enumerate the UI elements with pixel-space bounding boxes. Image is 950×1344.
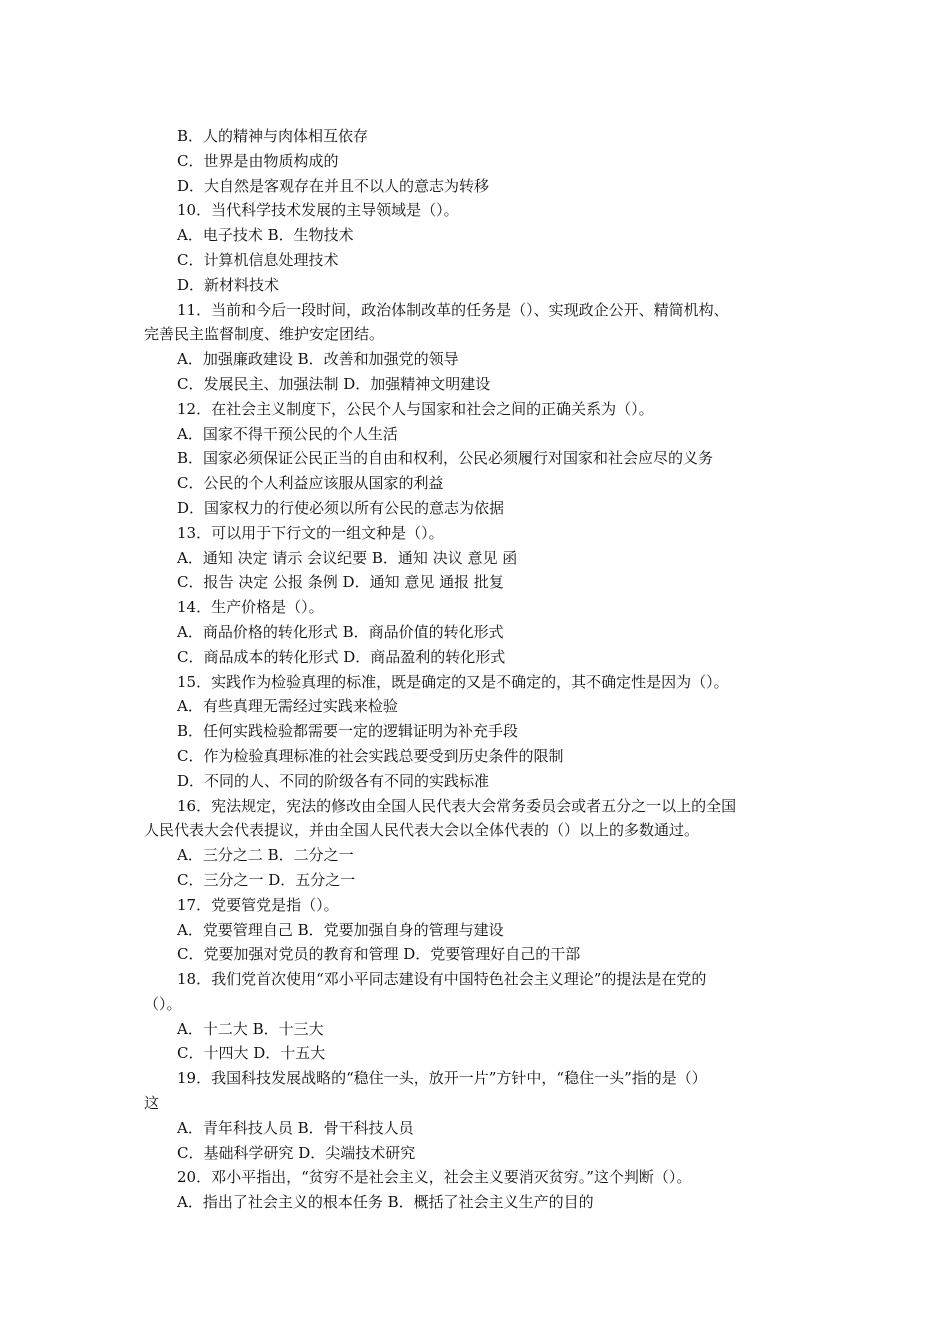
text-line: 15．实践作为检验真理的标准，既是确定的又是不确定的，其不确定性是因为（）。 — [177, 672, 729, 691]
text-line: 11．当前和今后一段时间，政治体制改革的任务是（）、实现政企公开、精简机构、 — [177, 300, 729, 319]
text-line: C．计算机信息处理技术 — [177, 250, 339, 269]
text-line: 19．我国科技发展战略的“稳住一头，放开一片”方针中，“稳住一头”指的是（） — [177, 1069, 707, 1088]
text-line: C．发展民主、加强法制 D．加强精神文明建设 — [177, 374, 491, 393]
text-line: D．不同的人、不同的阶级各有不同的实践标准 — [177, 771, 490, 790]
text-line: A．加强廉政建设 B．改善和加强党的领导 — [177, 350, 459, 369]
text-line: C．作为检验真理标准的社会实践总要受到历史条件的限制 — [177, 746, 564, 765]
text-line: 17．党要管党是指（）。 — [177, 895, 339, 914]
text-line: 18．我们党首次使用“邓小平同志建设有中国特色社会主义理论”的提法是在党的 — [177, 970, 707, 989]
text-line: D．大自然是客观存在并且不以人的意志为转移 — [177, 176, 490, 195]
text-line: 人民代表大会代表提议，并由全国人民代表大会以全体代表的（）以上的多数通过。 — [144, 821, 700, 840]
text-line: 10．当代科学技术发展的主导领域是（）。 — [177, 201, 459, 220]
text-line: 13．可以用于下行文的一组文种是（）。 — [177, 523, 444, 542]
text-line: A．十二大 B．十三大 — [177, 1019, 324, 1038]
text-line: B．人的精神与肉体相互依存 — [177, 127, 369, 145]
text-line: A．电子技术 B．生物技术 — [177, 226, 354, 245]
text-line: 20．邓小平指出，“贫穷不是社会主义，社会主义要消灭贫穷。”这个判断（）。 — [177, 1168, 692, 1187]
text-line: B．国家必须保证公民正当的自由和权利，公民必须履行对国家和社会应尽的义务 — [177, 449, 714, 468]
text-line: 14．生产价格是（）。 — [177, 598, 324, 617]
text-line: A．三分之二 B．二分之一 — [177, 846, 354, 865]
text-line: 12．在社会主义制度下，公民个人与国家和社会之间的正确关系为（）。 — [177, 399, 654, 418]
text-line: D．国家权力的行使必须以所有公民的意志为依据 — [177, 498, 505, 517]
text-line: 这 — [144, 1094, 160, 1113]
text-line: D．新材料技术 — [177, 275, 280, 294]
text-line: A．商品价格的转化形式 B．商品价值的转化形式 — [177, 622, 504, 641]
text-line: C．公民的个人利益应该服从国家的利益 — [177, 474, 444, 493]
text-line: A．青年科技人员 B．骨干科技人员 — [177, 1118, 414, 1137]
text-line: C．基础科学研究 D．尖端技术研究 — [177, 1143, 416, 1162]
text-line: C．党要加强对党员的教育和管理 D．党要管理好自己的干部 — [177, 945, 581, 964]
text-line: C．报告 决定 公报 条例 D．通知 意见 通报 批复 — [177, 573, 504, 592]
text-line: A．国家不得干预公民的个人生活 — [177, 424, 398, 443]
document-body — [144, 124, 808, 1215]
text-line: C．十四大 D．十五大 — [177, 1044, 326, 1063]
text-line: （）。 — [144, 994, 182, 1013]
text-line: B．任何实践检验都需要一定的逻辑证明为补充手段 — [177, 722, 519, 741]
text-line: C．商品成本的转化形式 D．商品盈利的转化形式 — [177, 647, 506, 666]
text-line: 完善民主监督制度、维护安定团结。 — [144, 325, 385, 344]
text-line: A．有些真理无需经过实践来检验 — [177, 697, 398, 716]
text-line: A．党要管理自己 B．党要加强自身的管理与建设 — [177, 920, 504, 939]
text-line: 16．宪法规定，宪法的修改由全国人民代表大会常务委员会或者五分之一以上的全国 — [177, 796, 737, 815]
text-line: C．世界是由物质构成的 — [177, 151, 339, 170]
text-line: A．通知 决定 请示 会议纪要 B．通知 决议 意见 函 — [177, 548, 518, 567]
text-line: A．指出了社会主义的根本任务 B．概括了社会主义生产的目的 — [177, 1193, 594, 1212]
text-line: C．三分之一 D．五分之一 — [177, 870, 356, 889]
